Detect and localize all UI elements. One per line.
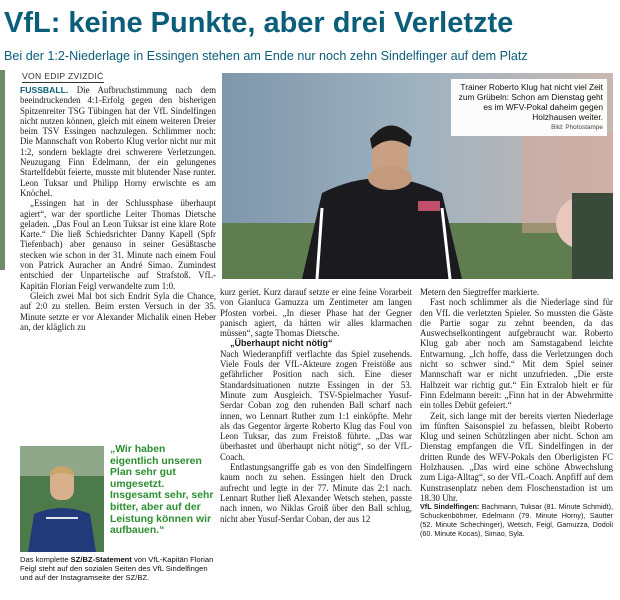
- column-3: [420, 287, 613, 538]
- pull-quote: „Wir haben eigentlich unseren Plan sehr gut umgesetzt. Insgesamt sehr, sehr bitter, aber auf der Leistung können wir aufbauen.“: [110, 444, 214, 537]
- roster-text: Bachmann, Tuksar (81. Minute Schmidt), Schuckenböhmer, Edelmann (79. Minute Horny), Sautter (52. Minute Schechinger), Wetsch, Feigl, Gamuzza, Dodoli (60. Minute Kocas), Simao, Syla.: [420, 502, 613, 538]
- captain-photo-illustration: [20, 446, 104, 552]
- lead-text: Die Aufbruchstimmung nach dem beeindruckenden 4:1-Erfolg gegen den bisherigen Spitzenreiter TSG Tübingen hat der VfL Sindelfingen nicht nutzen können, gleich mit einem weiteren Dreier beim TSV Essingen nachzulegen. Schlimmer noch: Die Mannschaft von Roberto Klug verlor nicht nur mit 1:2, sondern beklagte drei schwerere Verletzungen. Neuzugang Finn Edelmann, der ein gelungenes Startelfdebüt feierte, musste mit blutender Nase runter. Leon Tuksar und Philipp Horny erwischte es am Knöchel.: [20, 85, 217, 198]
- adjacent-photo-strip: [0, 70, 5, 270]
- quote-note-prefix: Das komplette: [20, 555, 71, 564]
- article-photo: [222, 73, 613, 279]
- lead-label: FUSSBALL.: [20, 85, 69, 95]
- paragraph: Zeit, sich lange mit der bereits vierten Niederlage im fünften Saisonspiel zu befassen, bleibt Roberto Klug und seinen Schützlingen aber nicht. Schon am Dienstag empfangen die VfL Sindelfingen in der dritten Runde des WFV-Pokals den Oberligisten FC Holzhausen. „Das wird eine schöne Abwechslung zum Liga-Alltag“, so der VfL-Coach. Anpfiff auf dem Kunstrasenplatz neben dem Floschenstadion ist um 18.30 Uhr.: [420, 410, 613, 503]
- paragraph: kurz geriet. Kurz darauf setzte er eine feine Vorarbeit von Gianluca Gamuzza um Zentimeter am langen Pfosten vorbei. „In dieser Phase hat der Gegner panisch agiert, da hätten wir alles klarmachen müssen“, sagte Thomas Dietsche.: [220, 287, 412, 339]
- column-1: [20, 85, 216, 332]
- quote-note-suffix: von VfL-Kapitän Florian Feigl steht auf den sozialen Seiten des VfL Sindelfingen und auf der Instagramseite der SZ/BZ.: [20, 555, 214, 582]
- roster-label: VfL Sindelfingen:: [420, 502, 480, 512]
- paragraph: Nach Wiederanpfiff verflachte das Spiel zusehends. Viele Fouls der VfL-Akteure zogen Freistöße aus gefährlicher Position nach sich. Eine dieser Standardsituationen nutzte Essingen in der 53. Minute zum Ausgleich. TSV-Spielmacher Yusuf-Serdar Coban zog den ruhenden Ball scharf nach innen, wo Lennart Ruther zum 1:1 einköpfte. Mehr als das Gegentor ärgerte Roberto Klug das Foul von Leon Tuksar, das zum Freistoß führte. „Das war überhastet und überhaupt nicht nötig“, so der VfL-Coach.: [220, 348, 412, 462]
- captain-photo: [20, 446, 104, 552]
- paragraph: Metern den Siegtreffer markierte.: [420, 287, 540, 297]
- photo-credit: Bild: Photostampe: [551, 124, 603, 131]
- article-headline: VfL: keine Punkte, aber drei Verletzte: [4, 7, 514, 39]
- column-2: [220, 287, 412, 524]
- article-byline: VON EDIP ZVIZDIĆ: [22, 71, 104, 81]
- quote-note-bold: SZ/BZ-Statement: [70, 555, 132, 564]
- quote-note: [20, 556, 216, 582]
- photo-caption: [451, 79, 607, 136]
- lead-paragraph: [20, 85, 216, 198]
- team-roster: [420, 503, 613, 538]
- paragraph: „Essingen hat in der Schlussphase überhaupt agiert“, war der sportliche Leiter Thomas Dietsche geladen. „Das Foul an Leon Tuksar ist eine klare Rote Karte.“ Die ließ Schiedsrichter Danny Kapell (Spfr Tiefenbach) aber genauso in seiner Gesäßtasche stecken wie schon in der 31. Minute nach einem Foul von Patrick Auracher an André Simao. Zumindest entschied der Unparteiische auf Strafstoß. VfL-Kapitän Florian Feigl verwandelte zum 1:0.: [20, 198, 216, 291]
- article-subheadline: Bei der 1:2-Niederlage in Essingen stehen am Ende nur noch zehn Sindelfinger auf dem Platz: [4, 49, 528, 63]
- caption-text: Trainer Roberto Klug hat nicht viel Zeit zum Grübeln: Schon am Dienstag geht es im WFV-Pokal daheim gegen Holzhausen weiter.: [458, 82, 603, 122]
- paragraph: Gleich zwei Mal bot sich Endrit Syla die Chance, auf 2:0 zu stellen. Beim ersten Versuch in der 35. Minute setzte er vor Alexander Michalik einen Heber an, der kläglich zu: [20, 290, 216, 332]
- section-subhead: „Überhaupt nicht nötig“: [230, 338, 333, 349]
- paragraph: Entlastungsangriffe gab es von den Sindelfingern kaum noch zu sehen. Essingen hielt den Druck aufrecht und legte in der 77. Minute das 2:1 nach. Lennart Ruther ließ Alexander Wetsch stehen, passte nach innen, wo Niklas Groiß über den Ball schlug, nicht aber Yusuf-Serdar Coban, der aus 12: [220, 462, 412, 524]
- paragraph: Fast noch schlimmer als die Niederlage sind für den VfL die verletzten Spieler. So mussten die Gäste die Partie sogar zu zehnt beenden, da das Auswechselkontingent aufgebraucht war. Roberto Klug gab aber noch am Samstagabend leichte Entwarnung. „Ich hoffe, dass die Verletzungen doch nicht so schwer sind.“ Mit dem Spiel seiner Mannschaft war er nicht unzufrieden. „Die erste Halbzeit war richtig gut.“ Ein Extralob hielt er für Finn Edelmann bereit: „Finn hat in der Abwehrmitte ein tolles Debüt gefeiert.“: [420, 297, 613, 411]
